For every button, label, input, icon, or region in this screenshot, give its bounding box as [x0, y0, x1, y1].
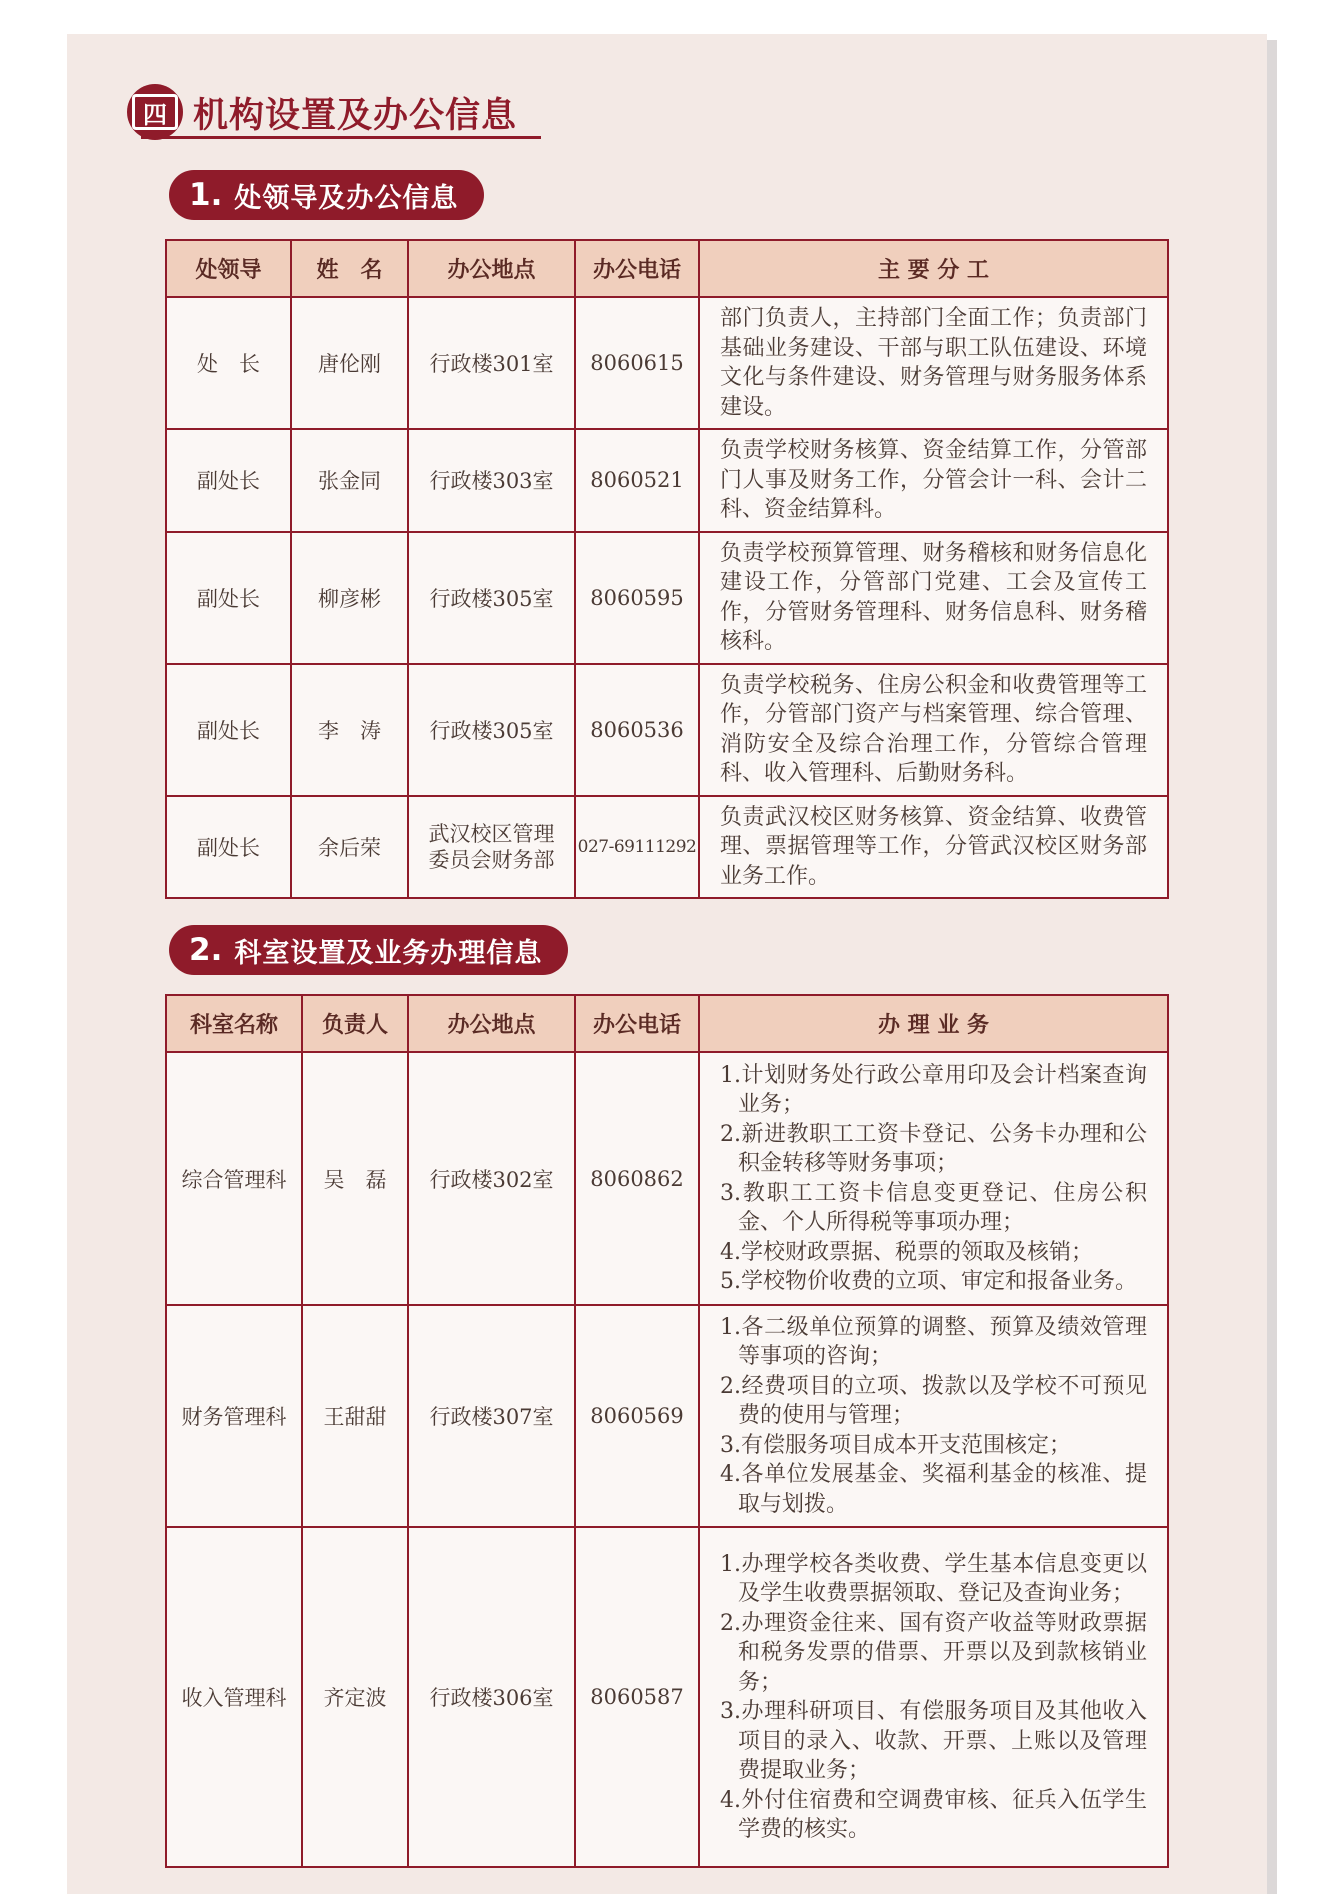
- location-cell: 行政楼306室: [408, 1527, 575, 1867]
- column-header-location: 办公地点: [408, 995, 575, 1052]
- business-item: 4.外付住宿费和空调费审核、征兵入伍学生学费的核实。: [720, 1787, 1147, 1842]
- business-item: 3.办理科研项目、有偿服务项目及其他收入项目的录入、收款、开票、上账以及管理费提取业务；: [720, 1699, 1147, 1783]
- location-cell: 行政楼301室: [408, 297, 575, 429]
- business-item: 4.学校财政票据、税票的领取及核销；: [720, 1239, 1093, 1265]
- column-header-dept: 科室名称: [166, 995, 302, 1052]
- section-title: 机构设置及办公信息: [193, 96, 518, 136]
- head-cell: 齐定波: [302, 1527, 408, 1867]
- role-cell: 副处长: [166, 532, 291, 664]
- subsection-1-header: [169, 170, 484, 220]
- section-badge-text: 四: [132, 94, 178, 130]
- phone-cell: 8060536: [575, 664, 699, 796]
- leaders-table: [165, 239, 1169, 899]
- name-cell: 唐伦刚: [291, 297, 408, 429]
- section-underline: [141, 136, 541, 139]
- business-item: 1.计划财务处行政公章用印及会计档案查询业务；: [720, 1062, 1147, 1117]
- table-row: [166, 429, 1168, 532]
- duty-cell: 负责武汉校区财务核算、资金结算、收费管理、票据管理等工作，分管武汉校区财务部业务工作。: [699, 796, 1168, 899]
- column-header-name: 姓 名: [291, 240, 408, 297]
- column-header-role: 处领导: [166, 240, 291, 297]
- column-header-phone: 办公电话: [575, 995, 699, 1052]
- duty-cell: 负责学校预算管理、财务稽核和财务信息化建设工作，分管部门党建、工会及宣传工作，分管财务管理科、财务信息科、财务稽核科。: [699, 532, 1168, 664]
- role-cell: 副处长: [166, 429, 291, 532]
- role-cell: 处 长: [166, 297, 291, 429]
- column-header-location: 办公地点: [408, 240, 575, 297]
- subsection-2-header: [169, 925, 568, 975]
- location-cell: 行政楼305室: [408, 532, 575, 664]
- location-cell: 行政楼303室: [408, 429, 575, 532]
- location-cell: 行政楼305室: [408, 664, 575, 796]
- leaders-table-header-row: [166, 240, 1168, 297]
- duty-cell: 负责学校税务、住房公积金和收费管理等工作，分管部门资产与档案管理、综合管理、消防安全及综合治理工作，分管综合管理科、收入管理科、后勤财务科。: [699, 664, 1168, 796]
- phone-cell: 8060862: [575, 1052, 699, 1305]
- name-cell: 余后荣: [291, 796, 408, 899]
- table-row: [166, 297, 1168, 429]
- page-sheet: [67, 34, 1267, 1894]
- phone-cell: 8060587: [575, 1527, 699, 1867]
- phone-cell: 8060595: [575, 532, 699, 664]
- business-item: 1.各二级单位预算的调整、预算及绩效管理等事项的咨询；: [720, 1314, 1147, 1370]
- duty-cell: 负责学校财务核算、资金结算工作，分管部门人事及财务工作，分管会计一科、会计二科、资金结算科。: [699, 429, 1168, 532]
- name-cell: 李 涛: [291, 664, 408, 796]
- role-cell: 副处长: [166, 664, 291, 796]
- business-item: 3.有偿服务项目成本开支范围核定；: [720, 1432, 1071, 1458]
- location-cell: 行政楼302室: [408, 1052, 575, 1305]
- name-cell: 张金同: [291, 429, 408, 532]
- duty-cell: 部门负责人，主持部门全面工作；负责部门基础业务建设、干部与职工队伍建设、环境文化与条件建设、财务管理与财务服务体系建设。: [699, 297, 1168, 429]
- location-cell: 武汉校区管理委员会财务部: [408, 796, 575, 899]
- location-cell: 行政楼307室: [408, 1305, 575, 1527]
- phone-cell: 8060569: [575, 1305, 699, 1527]
- head-cell: 吴 磊: [302, 1052, 408, 1305]
- departments-table-header-row: [166, 995, 1168, 1052]
- role-cell: 副处长: [166, 796, 291, 899]
- column-header-phone: 办公电话: [575, 240, 699, 297]
- dept-cell: 收入管理科: [166, 1527, 302, 1867]
- dept-cell: 综合管理科: [166, 1052, 302, 1305]
- column-header-duty: 主 要 分 工: [699, 240, 1168, 297]
- subsection-2-number: 2.: [189, 932, 223, 968]
- business-item: 4.各单位发展基金、奖福利基金的核准、提取与划拨。: [720, 1462, 1147, 1517]
- table-row: [166, 1527, 1168, 1867]
- subsection-1-title: 处领导及办公信息: [234, 182, 459, 214]
- table-row: [166, 1305, 1168, 1527]
- table-row: [166, 532, 1168, 664]
- business-cell: [699, 1052, 1168, 1305]
- table-row: [166, 796, 1168, 899]
- phone-cell: 027-69111292: [575, 796, 699, 899]
- section-badge: [127, 84, 183, 140]
- business-item: 1.办理学校各类收费、学生基本信息变更以及学生收费票据领取、登记及查询业务；: [720, 1551, 1147, 1606]
- table-row: [166, 664, 1168, 796]
- business-item: 5.学校物价收费的立项、审定和报备业务。: [720, 1269, 1137, 1294]
- departments-table: [165, 994, 1169, 1868]
- business-item: 2.经费项目的立项、拨款以及学校不可预见费的使用与管理；: [720, 1373, 1147, 1429]
- column-header-head: 负责人: [302, 995, 408, 1052]
- business-cell: [699, 1527, 1168, 1867]
- section-header: [127, 84, 547, 140]
- business-cell: [699, 1305, 1168, 1527]
- head-cell: 王甜甜: [302, 1305, 408, 1527]
- business-item: 2.办理资金往来、国有资产收益等财政票据和税务发票的借票、开票以及到款核销业务；: [720, 1610, 1147, 1695]
- subsection-2-title: 科室设置及业务办理信息: [234, 937, 543, 969]
- business-item: 2.新进教职工工资卡登记、公务卡办理和公积金转移等财务事项；: [720, 1121, 1147, 1176]
- table-row: [166, 1052, 1168, 1305]
- column-header-business: 办 理 业 务: [699, 995, 1168, 1052]
- name-cell: 柳彦彬: [291, 532, 408, 664]
- subsection-1-number: 1.: [189, 177, 223, 213]
- phone-cell: 8060615: [575, 297, 699, 429]
- dept-cell: 财务管理科: [166, 1305, 302, 1527]
- business-item: 3.教职工工资卡信息变更登记、住房公积金、个人所得税等事项办理；: [720, 1180, 1147, 1235]
- phone-cell: 8060521: [575, 429, 699, 532]
